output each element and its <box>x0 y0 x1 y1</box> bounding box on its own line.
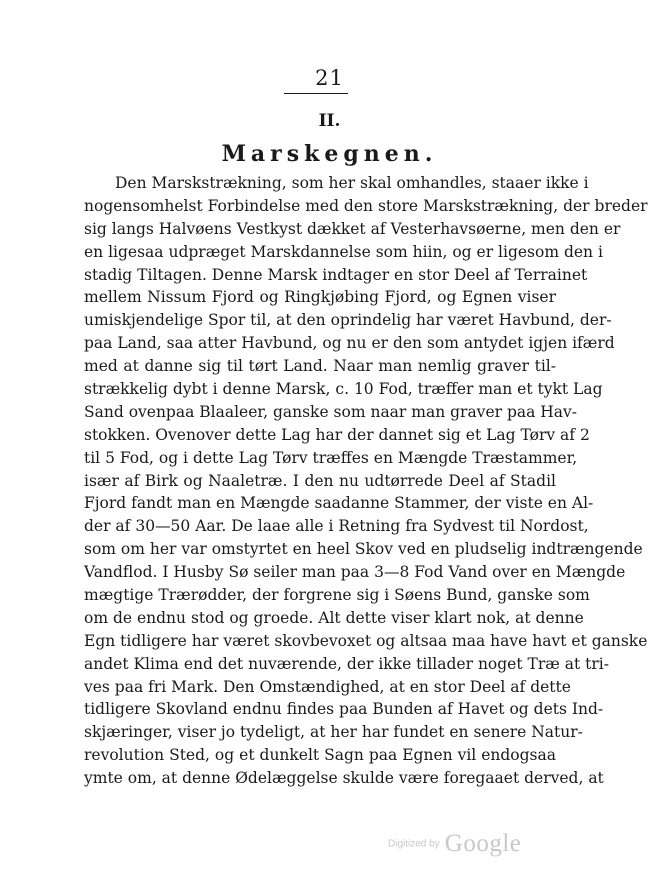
text-line: der af 30—50 Aar. De laae alle i Retning fra Sydvest til Nordost, <box>84 517 589 536</box>
text-line: stadig Tiltagen. Denne Marsk indtager en stor Deel af Terrainet <box>84 265 588 284</box>
page-number: 21 <box>315 66 344 90</box>
watermark-brand: Google <box>444 830 522 857</box>
text-line: revolution Sted, og et dunkelt Sagn paa Egnen vil endogsaa <box>84 746 556 765</box>
text-line: med at danne sig til tørt Land. Naar man nemlig graver til- <box>84 357 556 376</box>
header-rule <box>284 93 348 94</box>
text-line: Vandflod. I Husby Sø seiler man paa 3—8 Fod Vand over en Mængde <box>84 563 626 582</box>
text-line: især af Birk og Naaletræ. I den nu udtørrede Deel af Stadil <box>84 471 556 490</box>
text-line: om de endnu stod og groede. Alt dette viser klart nok, at denne <box>84 608 584 627</box>
text-line: Fjord fandt man en Mængde saadanne Stammer, der viste en Al- <box>84 494 594 513</box>
text-line: til 5 Fod, og i dette Lag Tørv træffes en Mængde Træstammer, <box>84 448 578 467</box>
chapter-title: Marskegnen. <box>221 141 438 167</box>
text-line: Sand ovenpaa Blaaleer, ganske som naar man graver paa Hav- <box>84 402 578 421</box>
text-line: skjæringer, viser jo tydeligt, at her har fundet en senere Natur- <box>84 723 583 742</box>
watermark-prefix: Digitized by <box>388 838 440 850</box>
text-line: strækkelig dybt i denne Marsk, c. 10 Fod, træffer man et tykt Lag <box>84 380 603 399</box>
text-line: sig langs Halvøens Vestkyst dækket af Vesterhavsøerne, men den er <box>84 219 621 238</box>
text-line: Egn tidligere har været skovbevoxet og altsaa maa have havt et ganske <box>84 631 648 650</box>
text-line: mellem Nissum Fjord og Ringkjøbing Fjord, og Egnen viser <box>84 288 556 307</box>
text-line: som om her var omstyrtet en heel Skov ved en pludselig indtrængende <box>84 540 643 559</box>
text-line: ymte om, at denne Ødelæggelse skulde være foregaaet derved, at <box>84 769 604 788</box>
text-line: stokken. Ovenover dette Lag har der dannet sig et Lag Tørv af 2 <box>84 425 590 444</box>
text-line: tidligere Skovland endnu findes paa Bunden af Havet og dets Ind- <box>84 700 604 719</box>
digitized-watermark <box>388 830 521 858</box>
body-text <box>84 172 648 790</box>
text-line: andet Klima end det nuværende, der ikke tillader noget Træ at tri- <box>84 654 609 673</box>
text-line: nogensomhelst Forbindelse med den store Marskstrækning, der breder <box>84 196 648 215</box>
text-line: paa Land, saa atter Havbund, og nu er den som antydet igjen ifærd <box>84 334 615 353</box>
text-line: umiskjendelige Spor til, at den oprindelig har været Havbund, der- <box>84 311 612 330</box>
chapter-number: II. <box>318 111 341 131</box>
text-line: Den Marskstrækning, som her skal omhandles, staaer ikke i <box>115 174 589 192</box>
text-line: mægtige Trærødder, der forgrene sig i Søens Bund, ganske som <box>84 586 590 605</box>
text-line: ves paa fri Mark. Den Omstændighed, at en stor Deel af dette <box>84 677 571 696</box>
text-line: en ligesaa udpræget Marskdannelse som hiin, og er ligesom den i <box>84 242 603 261</box>
